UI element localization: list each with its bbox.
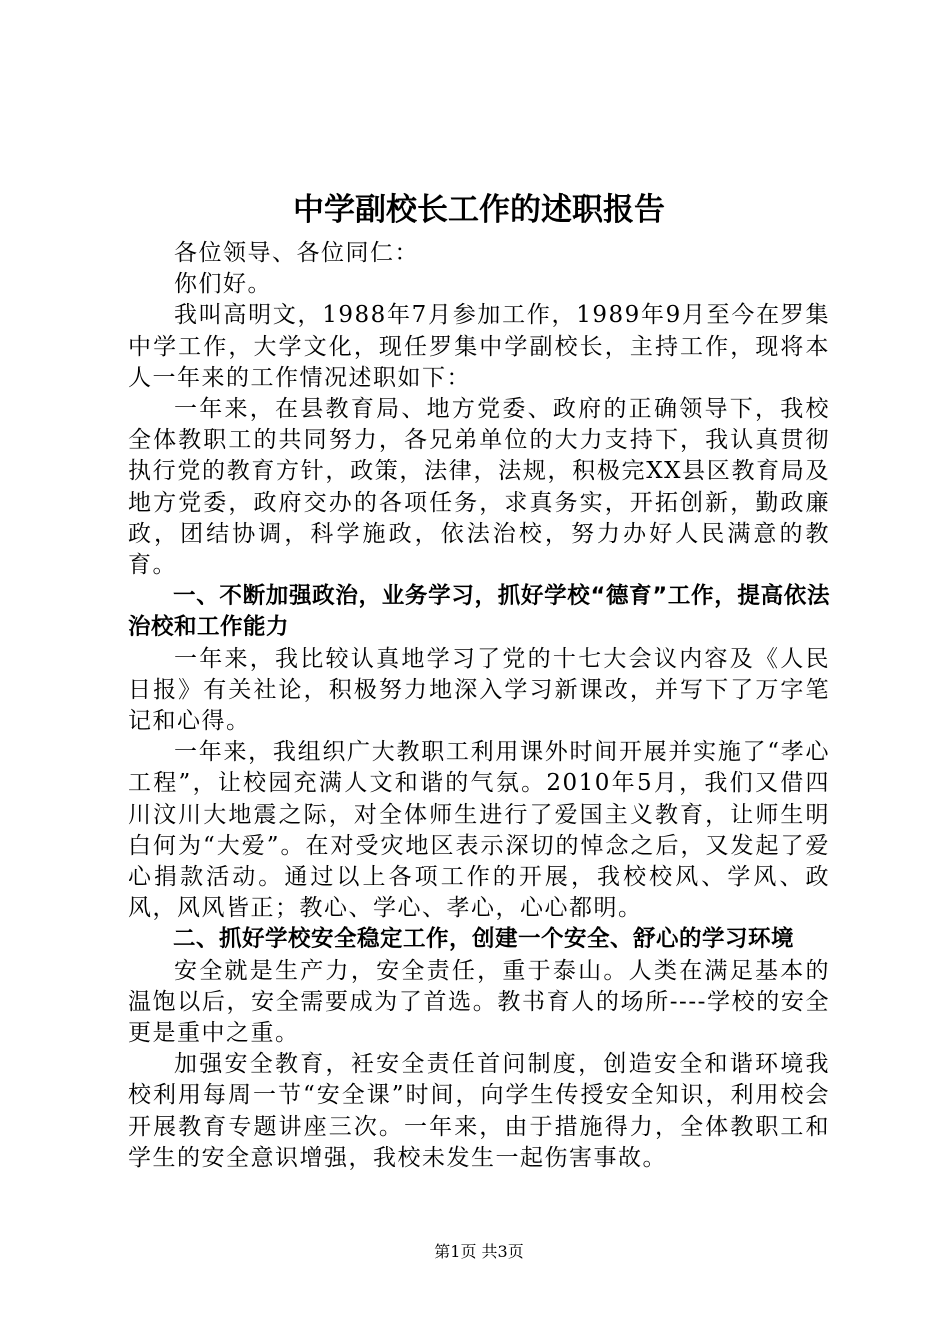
body-paragraph: 安全就是生产力，安全责任，重于泰山。人类在满足基本的温饱以后，安全需要成为了首选。教书育人的场所----学校的安全更是重中之重。 bbox=[128, 957, 830, 1047]
intro-paragraph: 我叫高明文，1988年7月参加工作，1989年9月至今在罗集中学工作，大学文化，现任罗集中学副校长，主持工作，现将本人一年来的工作情况述职如下： bbox=[128, 302, 830, 391]
document-body bbox=[128, 238, 830, 1174]
page-number-footer: 第1页 共3页 bbox=[434, 1242, 524, 1261]
body-paragraph: 一年来，我组织广大教职工利用课外时间开展并实施了“孝心工程”，让校园充满人文和谐的气氛。2010年5月，我们又借四川汶川大地震之际，对全体师生进行了爱国主义教育，让师生明白何为“大爱”。在对受灾地区表示深切的悼念之后，又发起了爱心捐款活动。通过以上各项工作的开展，我校校风、学风、政风，风风皆正；教心、学心、孝心，心心都明。 bbox=[128, 739, 830, 922]
document-title: 中学副校长工作的述职报告 bbox=[293, 192, 665, 228]
document-page bbox=[128, 0, 830, 1344]
section-heading-1: 一、不断加强政治，业务学习，抓好学校“德育”工作，提高依法治校和工作能力 bbox=[128, 583, 830, 641]
body-paragraph: 一年来，我比较认真地学习了党的十七大会议内容及《人民日报》有关社论，积极努力地深入学习新课改，并写下了万字笔记和心得。 bbox=[128, 645, 830, 735]
section-heading-2: 二、抓好学校安全稳定工作，创建一个安全、舒心的学习环境 bbox=[173, 926, 795, 953]
salutation-paragraph: 你们好。 bbox=[174, 271, 272, 298]
body-paragraph: 加强安全教育，衽安全责任首问制度，创造安全和谐环境我校利用每周一节“安全课”时间，向学生传授安全知识，利用校会开展教育专题讲座三次。一年来，由于措施得力，全体教职工和学生的安全意识增强，我校未发生一起伤害事故。 bbox=[128, 1051, 830, 1171]
summary-paragraph: 一年来，在县教育局、地方党委、政府的正确领导下，我校全体教职工的共同努力，各兄弟单位的大力支持下，我认真贯彻执行党的教育方针，政策，法律，法规，积极完XX县区教育局及地方党委，政府交办的各项任务，求真务实，开拓创新，勤政廉政，团结协调，科学施政，依法治校，努力办好人民满意的教育。 bbox=[128, 396, 830, 579]
greeting-paragraph: 各位领导、各位同仁： bbox=[174, 240, 419, 266]
